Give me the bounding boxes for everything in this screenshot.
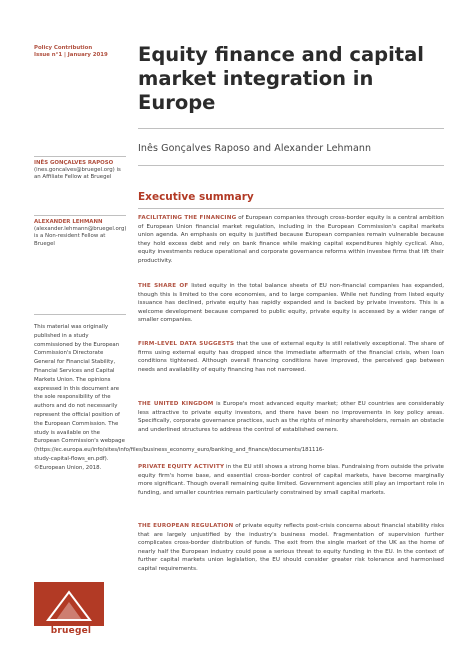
- author-1-bio: [34, 160, 126, 182]
- paragraph-lead: THE UNITED KINGDOM: [138, 401, 214, 407]
- sidebar-rule-1: [34, 156, 126, 157]
- sidebar-rule-2: [34, 215, 126, 216]
- authors: Inês Gonçalves Raposo and Alexander Lehmann: [138, 143, 372, 154]
- paragraph-text: listed equity in the total balance sheets of EU non-financial companies has expanded, though this is limited to the core economies, and to large companies. While net funding from listed equity issuance has declined, private equity has rapidly expanded and is backed by private investors. This is a welcome development because compared to public equity, private equity is accessed by a wider range of smaller companies.: [138, 283, 445, 324]
- page-title: Equity finance and capital market integration in Europe: [138, 43, 424, 114]
- paragraph-lead: FIRM-LEVEL DATA SUGGESTS: [138, 341, 235, 347]
- title-top-rule: [138, 128, 444, 129]
- series-line-1: Policy Contribution: [34, 45, 93, 51]
- summary-paragraph: [138, 282, 444, 325]
- paragraph-lead: FACILITATING THE FINANCING: [138, 215, 237, 221]
- series-line-2: Issue n°1 | January 2019: [34, 52, 108, 58]
- author-2-name: ALEXANDER LEHMANN: [34, 219, 103, 225]
- executive-summary-heading: Executive summary: [138, 191, 254, 203]
- author-1-details: (ines.goncalves@bruegel.org) is an Affiliate Fellow at Bruegel: [34, 167, 121, 181]
- bruegel-logo-text: bruegel: [50, 626, 92, 636]
- authors-bottom-rule: [138, 165, 444, 166]
- paragraph-lead: THE SHARE OF: [138, 283, 189, 289]
- sidebar-rule-3: [34, 314, 126, 315]
- author-2-details: (alexander.lehmann@bruegel.org) is a Non-resident Fellow at Bruegel: [34, 226, 127, 247]
- summary-paragraph: [138, 400, 444, 434]
- exec-rule: [138, 208, 444, 209]
- summary-paragraph: [138, 463, 444, 497]
- paragraph-lead: PRIVATE EQUITY ACTIVITY: [138, 464, 225, 470]
- paragraph-text: of private equity reflects post-crisis concerns about financial stability risks that are largely unjustified by the industry's business model. Fragmentation of supervision further complicates cross-border distribution of funds. The exit from the single market of the UK as the home of nearly half the European industry could pose a serious threat to equity funding in the EU. In the context of further capital markets union legislation, the EU should consider greater risk tolerance and harmonised capital requirements.: [138, 523, 444, 572]
- author-2-bio: [34, 219, 126, 248]
- paragraph-text: is Europe's most advanced equity market; other EU countries are considerably less attractive to private equity investors, and there have been no improvements in key policy areas. Specifically, corporate governance practices, such as the rights of minority shareholders, remain an obstacle and underlined structures to address the control of established owners.: [138, 401, 444, 433]
- bruegel-logo-icon: [34, 582, 104, 626]
- paragraph-lead: THE EUROPEAN REGULATION: [138, 523, 234, 529]
- paragraph-text: of European companies through cross-border equity is a central ambition of European Union financial market regulation, including in the European Commission's capital markets union agenda. An emphasis on equity is justified because European companies remain vulnerable because they hold excess debt and rely on bank finance while making capital expenditures highly cyclical. Also, equity investments reduce operational and corporate governance reforms within investee firms that lift their productivity.: [138, 215, 444, 264]
- summary-paragraph: [138, 214, 444, 266]
- summary-paragraph: [138, 522, 444, 574]
- series-label: [34, 45, 108, 59]
- paragraph-text: in the EU still shows a strong home bias. Fundraising from outside the private equity firm's home base, and essential cross-border control of capital markets, have become marginally more significant. Though overall remaining quite limited. Government agencies still play an important role in funding, and smaller countries remain particularly constrained by small capital markets.: [138, 464, 445, 496]
- summary-paragraph: [138, 340, 444, 374]
- disclaimer-note: This material was originally published in a study commissioned by the European Commission's Directorate General for Financial Stability, Financial Services and Capital Markets Union. The opinions expressed in this document are the sole responsibility of the authors and do not necessarily represent the official position of the European Commission. The study is available on the European Commission's webpage (https://ec.europa.eu/info/sites/info/files/business_economy_euro/banking_and_finance/documents/181116-study-capital-flows_en.pdf). ©European Union, 2018.: [34, 324, 325, 471]
- paragraph-text: that the use of external equity is still relatively exceptional. The share of firms using external equity has dropped since the immediate aftermath of the financial crisis, when loan conditions tightened. Although overall financing conditions have improved, the perceived gap between needs and availability of equity financing has not narrowed.: [138, 341, 445, 373]
- author-1-name: INÊS GONÇALVES RAPOSO: [34, 160, 114, 166]
